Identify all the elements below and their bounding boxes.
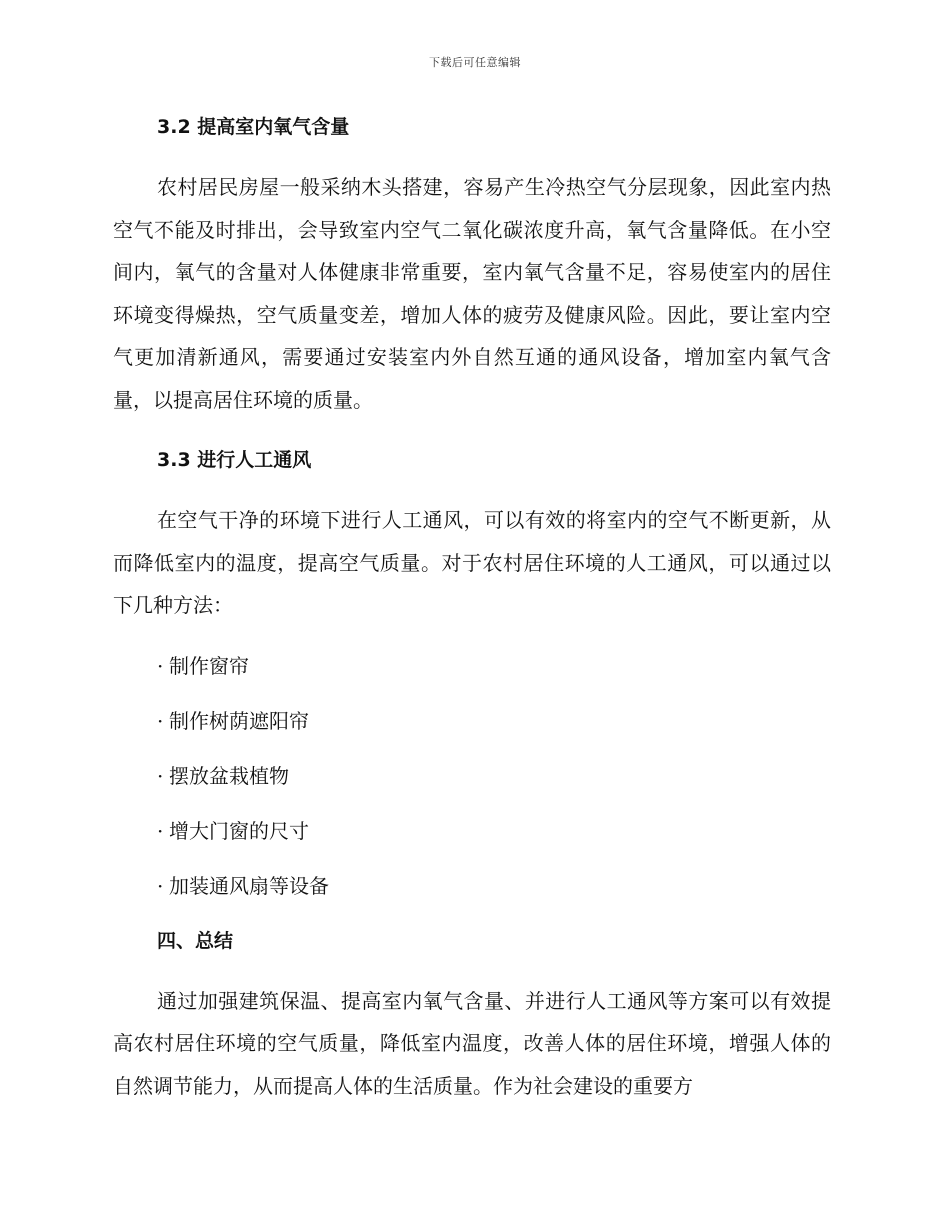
bullet-marker: · xyxy=(157,708,164,733)
section-heading-3-3: 3.3 进行人工通风 xyxy=(157,449,312,471)
list-item xyxy=(157,871,831,901)
header-note: 下载后可任意编辑 xyxy=(429,56,521,69)
section-heading-3-2: 3.2 提高室内氧气含量 xyxy=(157,116,350,138)
list-item xyxy=(157,651,831,681)
bullet-marker: · xyxy=(157,763,164,788)
section-paragraph-4: 通过加强建筑保温、提高室内氧气含量、并进行人工通风等方案可以有效提高农村居住环境的空气质量，降低室内温度，改善人体的居住环境，增强人体的自然调节能力，从而提高人体的生活质量。作为社会建设的重要方 xyxy=(113,988,831,1098)
list-item xyxy=(157,761,831,791)
bullet-marker: · xyxy=(157,818,164,843)
list-item xyxy=(157,706,831,736)
section-paragraph-3-3: 在空气干净的环境下进行人工通风，可以有效的将室内的空气不断更新，从而降低室内的温度，提高空气质量。对于农村居住环境的人工通风，可以通过以下几种方法： xyxy=(113,508,831,617)
document-body xyxy=(113,112,831,1131)
bullet-marker: · xyxy=(157,873,164,898)
list-item-text: 摆放盆栽植物 xyxy=(169,763,289,788)
list-item-text: 加装通风扇等设备 xyxy=(169,873,329,898)
bullet-marker: · xyxy=(157,653,164,678)
section-paragraph-3-2: 农村居民房屋一般采纳木头搭建，容易产生冷热空气分层现象，因此室内热空气不能及时排出，会导致室内空气二氧化碳浓度升高，氧气含量降低。在小空间内，氧气的含量对人体健康非常重要，室内氧气含量不足，容易使室内的居住环境变得燥热，空气质量变差，增加人体的疲劳及健康风险。因此，要让室内空气更加清新通风，需要通过安装室内外自然互通的通风设备，增加室内氧气含量，以提高居住环境的质量。 xyxy=(113,175,831,412)
list-item-text: 增大门窗的尺寸 xyxy=(169,818,309,843)
section-heading-4: 四、总结 xyxy=(157,929,234,952)
list-item-text: 制作窗帘 xyxy=(169,653,249,678)
method-list xyxy=(113,651,831,901)
list-item-text: 制作树荫遮阳帘 xyxy=(169,708,309,733)
list-item xyxy=(157,816,831,846)
